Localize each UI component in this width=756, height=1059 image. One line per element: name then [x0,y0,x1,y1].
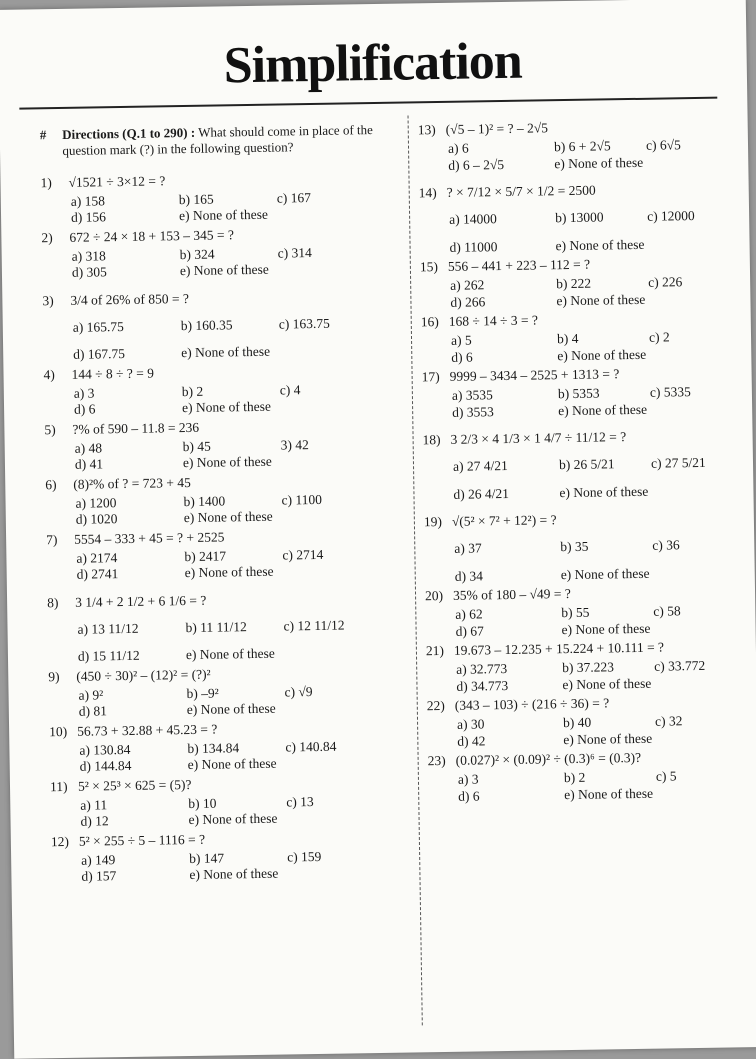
question-text: 3 1/4 + 2 1/2 + 6 1/6 = ? [74,592,207,610]
question-line [45,470,405,494]
question-number: 1) [40,174,52,191]
page-title: Simplification [223,32,523,95]
answer-option: b) 26 5/21 [558,456,615,473]
answer-option: d) 6 [73,401,96,417]
answer-option: d) 2741 [76,566,119,582]
question-line [424,500,744,539]
answer-options [50,793,410,829]
question-line [425,582,745,605]
question-number: 2) [41,229,53,246]
question-number: 15) [419,259,439,275]
question-line [418,171,738,210]
question-line [47,580,407,620]
answer-options [424,537,745,583]
answer-options [421,329,741,364]
question-line [418,116,738,139]
answer-option: e) None of these [185,645,275,663]
answer-option: c) 5335 [649,384,691,400]
answer-option: c) 159 [287,848,322,864]
answer-option: e) None of these [187,755,277,773]
directions-label: Directions (Q.1 to 290) : [62,124,196,142]
answer-option: a) 6 [447,140,469,156]
question-number: 7) [46,531,58,547]
answer-option: d) 12 [80,813,109,829]
answer-option: c) 226 [648,274,683,290]
answer-option: e) None of these [184,563,274,581]
question-item [46,525,407,582]
question-item [47,580,408,664]
question-line [42,278,402,318]
answer-option: b) 2 [563,769,586,786]
answer-option: b) 40 [562,714,592,731]
question-number: 12) [50,833,69,849]
directions-hash: # [39,127,47,143]
answer-option: a) 3 [457,771,479,787]
answer-option: e) None of these [562,675,652,692]
answer-option: e) None of these [557,346,647,363]
answer-option: b) 2417 [184,547,227,564]
answer-option: d) 3553 [452,403,494,420]
answer-options [420,274,740,309]
answer-option: a) 130.84 [79,741,131,758]
answer-option: 3) 42 [280,436,309,453]
answer-option: e) None of these [178,206,269,224]
question-number: 11) [49,778,68,794]
answer-options [45,491,405,527]
answer-option: c) 1100 [281,491,323,508]
answer-option: c) 163.75 [278,315,330,332]
answer-options [43,315,404,362]
answer-option: c) 140.84 [285,738,337,755]
left-question-list [40,168,411,884]
answer-option: b) 6 + 2√5 [553,138,611,155]
answer-option: e) None of these [179,261,269,279]
answer-option: d) 1020 [75,511,118,527]
answer-option: b) 324 [179,246,215,262]
answer-option: b) 5353 [557,385,600,402]
answer-options [46,546,406,582]
answer-option: b) 2 [181,383,204,399]
answer-option: e) None of these [181,343,271,361]
answer-option: a) 62 [455,606,483,622]
answer-option: c) 6√5 [645,137,681,153]
question-number: 20) [424,588,444,604]
question-item [421,363,742,419]
question-text: 35% of 180 – √49 = ? [452,586,571,604]
answer-option: d) 11000 [449,238,498,255]
question-line [421,363,741,386]
question-text: √1521 ÷ 3×12 = ? [68,173,166,190]
answer-option: c) 32 [654,713,683,729]
question-number: 16) [420,314,439,330]
answer-option: d) 34 [454,567,483,584]
answer-option: c) 12000 [647,208,695,224]
answer-option: e) None of these [559,483,649,500]
question-item [426,637,747,693]
answer-options [426,658,746,693]
question-text: 3 2/3 × 4 1/3 × 1 4/7 ÷ 11/12 = ? [450,429,627,448]
answer-option: a) 11 [80,796,108,813]
question-number: 6) [45,476,57,493]
answer-option: e) None of these [558,401,648,418]
question-line [51,827,411,851]
answer-option: c) √9 [284,683,313,700]
question-text: 168 ÷ 14 ÷ 3 = ? [448,312,539,330]
answer-options [44,381,404,417]
answer-options [418,137,738,172]
answer-option: c) 314 [277,244,312,261]
question-line [49,717,409,741]
answer-option: d) 42 [457,732,486,749]
answer-options [428,768,748,803]
answer-option: a) 158 [70,192,106,209]
directions [40,122,400,160]
question-item [427,692,748,748]
question-number: 23) [427,753,446,769]
answer-option: a) 1200 [75,494,117,511]
answer-option: a) 318 [71,247,106,264]
question-text: ? × 7/12 × 5/7 × 1/2 = 2500 [446,182,596,201]
answer-options [427,713,747,748]
question-number: 13) [417,122,436,138]
answer-options [423,455,744,501]
answer-option: a) 165.75 [72,318,124,335]
question-number: 10) [49,723,68,739]
answer-option: b) 4 [556,330,579,347]
answer-option: a) 48 [74,439,103,456]
question-line [422,418,742,457]
question-item [50,772,411,829]
answer-option: a) 13 11/12 [77,620,139,637]
question-text: 5² × 255 ÷ 5 – 1116 = ? [78,831,206,849]
answer-option: d) 34.773 [456,677,509,694]
question-text: 5² × 25³ × 625 = (5)? [77,776,192,794]
question-line [48,662,408,686]
question-item [51,827,412,884]
answer-option: e) None of these [555,236,645,253]
question-text: 56.73 + 32.88 + 45.23 = ? [77,721,218,739]
answer-option: c) 33.772 [654,657,706,674]
question-line [421,308,741,331]
question-number: 18) [422,432,441,448]
answer-option: a) 5 [450,332,472,348]
right-column [418,116,749,807]
question-text: (450 ÷ 30)² – (12)² = (?)² [76,666,211,684]
question-item [45,470,406,527]
question-item [425,582,746,638]
question-line [40,168,400,192]
question-item [49,717,410,774]
question-line [46,525,406,549]
answer-option: c) 2714 [282,546,324,563]
answer-option: e) None of these [561,620,651,637]
answer-option: c) 27 5/21 [650,454,706,471]
answer-option: b) 13000 [555,209,604,226]
answer-option: d) 81 [78,703,108,719]
answer-options [41,189,401,225]
answer-option: e) None of these [183,508,273,526]
question-item [40,168,401,225]
left-column [40,122,412,888]
answer-option: b) 147 [189,849,225,866]
question-item [44,415,405,472]
question-text: ?% of 590 – 11.8 = 236 [72,419,200,437]
answer-option: a) 32.773 [456,661,508,677]
answer-option: a) 149 [81,851,116,868]
question-text: 19.673 – 12.235 + 15.224 + 10.111 = ? [453,639,665,659]
question-text: (343 – 103) ÷ (216 ÷ 36) = ? [454,695,610,714]
question-number: 19) [423,514,443,530]
question-line [427,692,747,715]
directions-body [62,122,400,160]
question-text: 9999 – 3434 – 2525 + 1313 = ? [449,366,620,385]
answer-option: b) 11 11/12 [185,618,247,635]
answer-option: a) 37 [454,540,482,556]
answer-options [45,436,405,472]
answer-option: a) 9² [78,686,104,703]
question-number: 5) [44,421,56,438]
answer-option: a) 14000 [449,211,497,227]
answer-option: b) 134.84 [187,739,240,756]
answer-option: c) 2 [648,329,670,345]
answer-option: b) 45 [182,438,211,454]
answer-option: e) None of these [560,565,650,582]
answer-option: b) 160.35 [180,316,233,333]
answer-option: b) 222 [556,275,592,292]
answer-option: b) 10 [188,795,217,811]
question-text: 5554 – 333 + 45 = ? + 2525 [74,529,225,547]
answer-option: d) 144.84 [79,757,132,774]
answer-option: e) None of these [564,785,654,802]
answer-option: c) 4 [279,381,301,398]
question-number: 9) [48,668,60,684]
answer-option: b) 35 [560,538,589,555]
answer-option: d) 41 [74,456,104,472]
answer-options [422,384,742,419]
answer-option: d) 67 [455,622,484,639]
question-text: 3/4 of 26% of 850 = ? [70,290,190,308]
question-number: 21) [425,643,445,659]
question-text: 144 ÷ 8 ÷ ? = 9 [71,365,155,382]
right-question-list [418,116,749,803]
answer-option: a) 3 [73,384,95,401]
question-line [41,223,401,247]
question-text: (0.027)² × (0.09)² ÷ (0.3)⁶ = (0.3)? [455,750,642,769]
question-text: 672 ÷ 24 × 18 + 153 – 345 = ? [69,227,234,245]
answer-options [51,848,411,884]
answer-option: e) None of these [563,730,653,747]
question-text: (√5 – 1)² = ? – 2√5 [445,120,549,138]
answer-options [42,244,402,280]
answer-option: d) 6 [451,349,473,365]
question-number: 22) [426,698,445,714]
question-item [418,116,739,172]
question-line [50,772,410,796]
answer-options [419,208,740,254]
answer-option: c) 36 [652,537,680,553]
answer-option: d) 167.75 [73,345,126,362]
answer-option: c) 167 [276,189,312,206]
question-item [48,662,409,719]
answer-option: e) None of these [182,453,272,471]
answer-option: e) None of these [186,700,276,718]
question-text: (8)²% of ? = 723 + 45 [73,474,191,492]
question-item [420,253,741,309]
answer-option: b) 1400 [183,492,226,509]
question-item [41,223,402,280]
answer-option: d) 6 [458,787,480,804]
answer-option: e) None of these [189,865,279,883]
answer-option: c) 5 [655,768,677,784]
answer-option: d) 15 11/12 [77,647,140,664]
question-line [426,637,746,660]
question-item [418,171,739,254]
answer-options [48,683,408,719]
question-number: 17) [421,369,440,385]
question-number: 3) [42,292,54,309]
answer-option: a) 27 4/21 [452,457,508,474]
question-line [43,360,403,384]
answer-option: d) 156 [70,209,107,225]
directions-text: What should come in place of the question mark (?) in the following question? [62,122,373,159]
answer-options [425,603,745,638]
question-item [428,747,749,803]
answer-option: e) None of these [188,810,278,828]
answer-option: a) 30 [456,716,485,732]
question-item [421,308,742,364]
answer-option: a) 3535 [451,387,493,403]
answer-option: d) 266 [450,293,486,310]
answer-option: a) 2174 [76,549,118,566]
answer-option: b) 37.223 [562,659,615,676]
answer-option: c) 13 [286,793,314,810]
answer-option: e) None of these [554,154,644,171]
answer-option: e) None of these [181,398,272,416]
question-item [43,360,404,417]
answer-option: a) 262 [450,277,485,293]
answer-options [47,617,408,664]
answer-option: d) 6 – 2√5 [448,156,505,173]
answer-option: d) 305 [71,264,107,280]
answer-option: d) 157 [81,868,117,884]
answer-options [49,738,409,774]
answer-option: b) –9² [186,685,219,701]
question-item [422,418,743,501]
question-text: 556 – 441 + 223 – 112 = ? [447,256,591,275]
question-line [420,253,740,276]
question-line [428,747,748,770]
answer-option: e) None of these [556,291,646,308]
question-text: √(5² × 7² + 12²) = ? [451,512,557,530]
question-line [44,415,404,439]
answer-option: b) 55 [561,604,590,621]
answer-option: c) 58 [653,603,681,619]
answer-option: d) 26 4/21 [453,485,510,502]
question-number: 14) [418,185,437,201]
question-item [424,500,745,583]
question-item [42,278,403,362]
answer-option: b) 165 [178,191,214,207]
question-number: 8) [47,594,59,610]
answer-option: c) 12 11/12 [283,617,345,634]
question-number: 4) [43,366,55,383]
title-rule [19,97,717,110]
